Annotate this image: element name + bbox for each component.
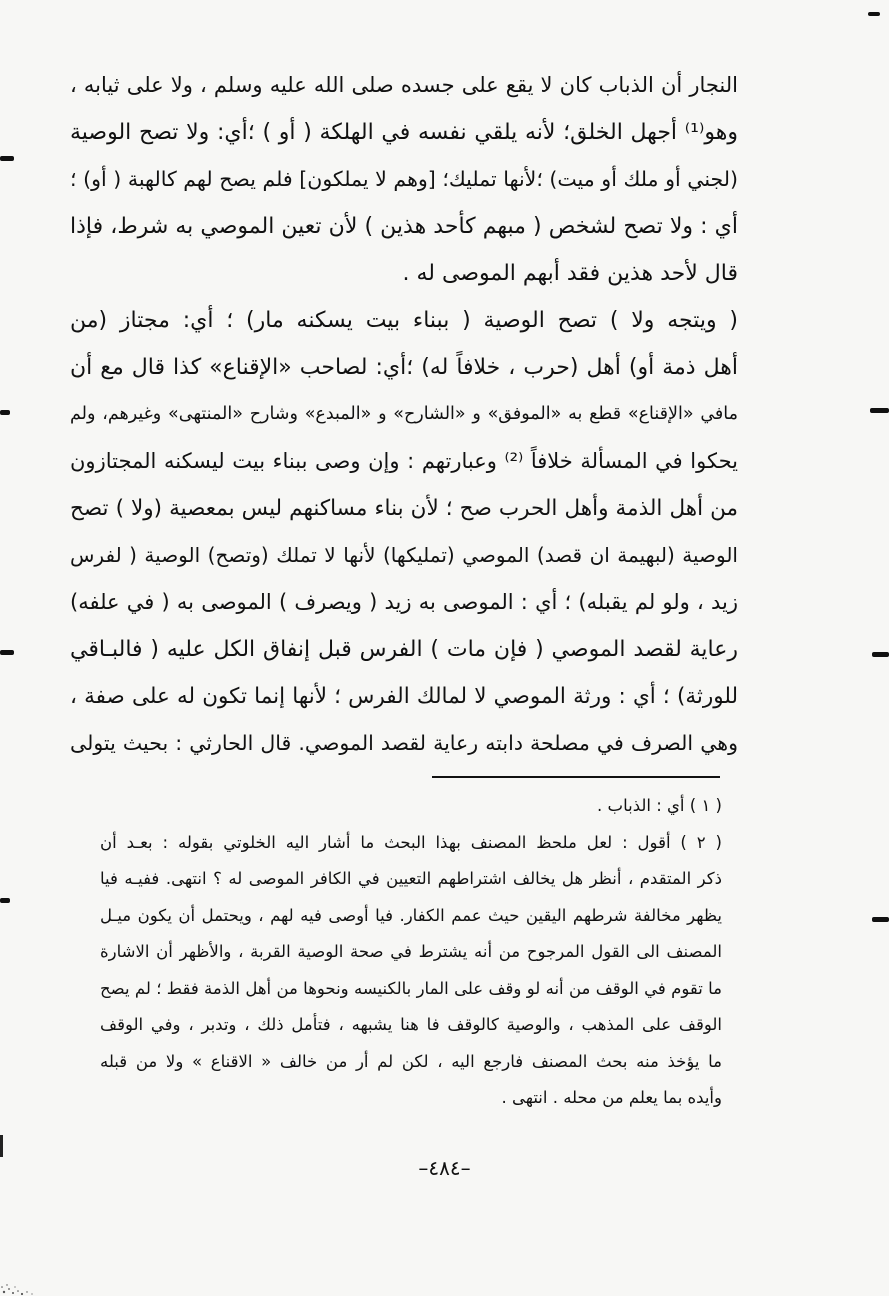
page-number: –٤٨٤– <box>418 1156 471 1180</box>
margin-mark <box>868 12 880 16</box>
footnote-line: الوقف على المذهب ، والوصية كالوقف فا هنا يشبهه ، فتأمل ذلك ، وتدبر ، وفي الوقف <box>100 1015 722 1034</box>
main-text-line: وهي الصرف في مصلحة دابته رعاية لقصد الموصي. قال الحارثي : بحيث يتولى <box>70 731 738 755</box>
main-text-line: يحكوا في المسألة خلافاً ⁽²⁾ وعبارتهم : وإن وصى ببناء بيت ليسكنه المجتازون <box>70 449 738 473</box>
main-text-line: أي : ولا تصح لشخص ( مبهم كأحد هذين ) لأن تعين الموصي به شرط، فإذا <box>70 214 738 239</box>
main-text-line: ( ويتجه ولا ) تصح الوصية ( ببناء بيت يسكنه مار) ؛ أي: مجتاز (من <box>70 308 738 333</box>
margin-mark <box>870 408 889 413</box>
margin-mark <box>0 410 10 415</box>
margin-mark <box>0 650 14 655</box>
margin-mark <box>0 898 10 903</box>
footnote-line: المصنف الى القول المرجوح من أنه يشترط في صحة الوصية القربة ، والأظهر أن الاشارة <box>100 942 722 961</box>
margin-mark <box>872 652 889 657</box>
main-text-line: رعاية لقصد الموصي ( فإن مات ) الفرس قبل إنفاق الكل عليه ( فالبـاقي <box>70 637 738 662</box>
main-text-line: الوصية (لبهيمة ان قصد) الموصي (تمليكها) لأنها لا تملك (وتصح) الوصية ( لفرس <box>70 543 738 567</box>
footnote-line: ما تقوم في الوقف من أنه لو وقف على المار بالكنيسه ونحوها من أهل الذمة فقط ؛ لم يصح <box>100 978 722 998</box>
main-text-line: النجار أن الذباب كان لا يقع على جسده صلى الله عليه وسلم ، ولا على ثيابه ، <box>70 73 738 97</box>
scan-speckle <box>0 1256 60 1296</box>
main-text-line: مافي «الإقناع» قطع به «الموفق» و «الشارح» و «المبدع» وشارح «المنتهى» وغيرهم، ولم <box>70 404 738 424</box>
main-text-line: زيد ، ولو لم يقبله) ؛ أي : الموصى به زيد ( ويصرف ) الموصى به ( في علفه) <box>70 590 738 614</box>
main-text-line: أهل ذمة أو) أهل (حرب ، خلافاً له) ؛أي: لصاحب «الإقناع» كذا قال مع أن <box>70 355 738 380</box>
footnote-line: ما يؤخذ منه بحث المصنف فارجع اليه ، لكن لم أر من خالف « الاقناع » ولا من قبله <box>100 1051 722 1071</box>
footnote-line: ( ٢ ) أقول : لعل ملحظ المصنف بهذا البحث ما أشار اليه الخلوتي بقوله : بعـد أن <box>100 832 722 852</box>
margin-mark <box>872 917 889 922</box>
footnote-line: ذكر المتقدم ، أنظر هل يخالف اشتراطهم التعيين في الكافر الموصى له ؟ انتهى. ففيـه فيا <box>100 869 722 888</box>
footnote-line: وأيده بما يعلم من محله . انتهى . <box>501 1088 722 1107</box>
footnote-line: ( ١ ) أي : الذباب . <box>597 796 722 815</box>
margin-mark <box>0 156 14 161</box>
footnotes-block <box>100 788 722 1117</box>
main-text-block <box>70 62 738 767</box>
main-text-line: من أهل الذمة وأهل الحرب صح ؛ لأن بناء مساكنهم ليس بمعصية (ولا ) تصح <box>70 496 738 521</box>
main-text-line: قال لأحد هذين فقد أبهم الموصى له . <box>402 261 738 286</box>
main-text-line: للورثة) ؛ أي : ورثة الموصي لا لمالك الفرس ؛ لأنها إنما تكون له على صفة ، <box>70 684 738 709</box>
edge-shadow <box>0 1135 3 1157</box>
main-text-line: (لجني أو ملك أو ميت) ؛لأنها تمليك؛ [وهم لا يملكون] فلم يصح لهم كالهبة ( أو) ؛ <box>70 167 738 191</box>
main-text-line: وهو⁽¹⁾ أجهل الخلق؛ لأنه يلقي نفسه في الهلكة ( أو ) ؛أي: ولا تصح الوصية <box>70 120 738 145</box>
footnote-separator-rule <box>432 776 720 778</box>
footnote-line: يظهر مخالفة شرطهم اليقين حيث عمم الكفار. فيا أوصى فيه لهم ، ويحتمل أن يكون ميـل <box>100 905 722 925</box>
